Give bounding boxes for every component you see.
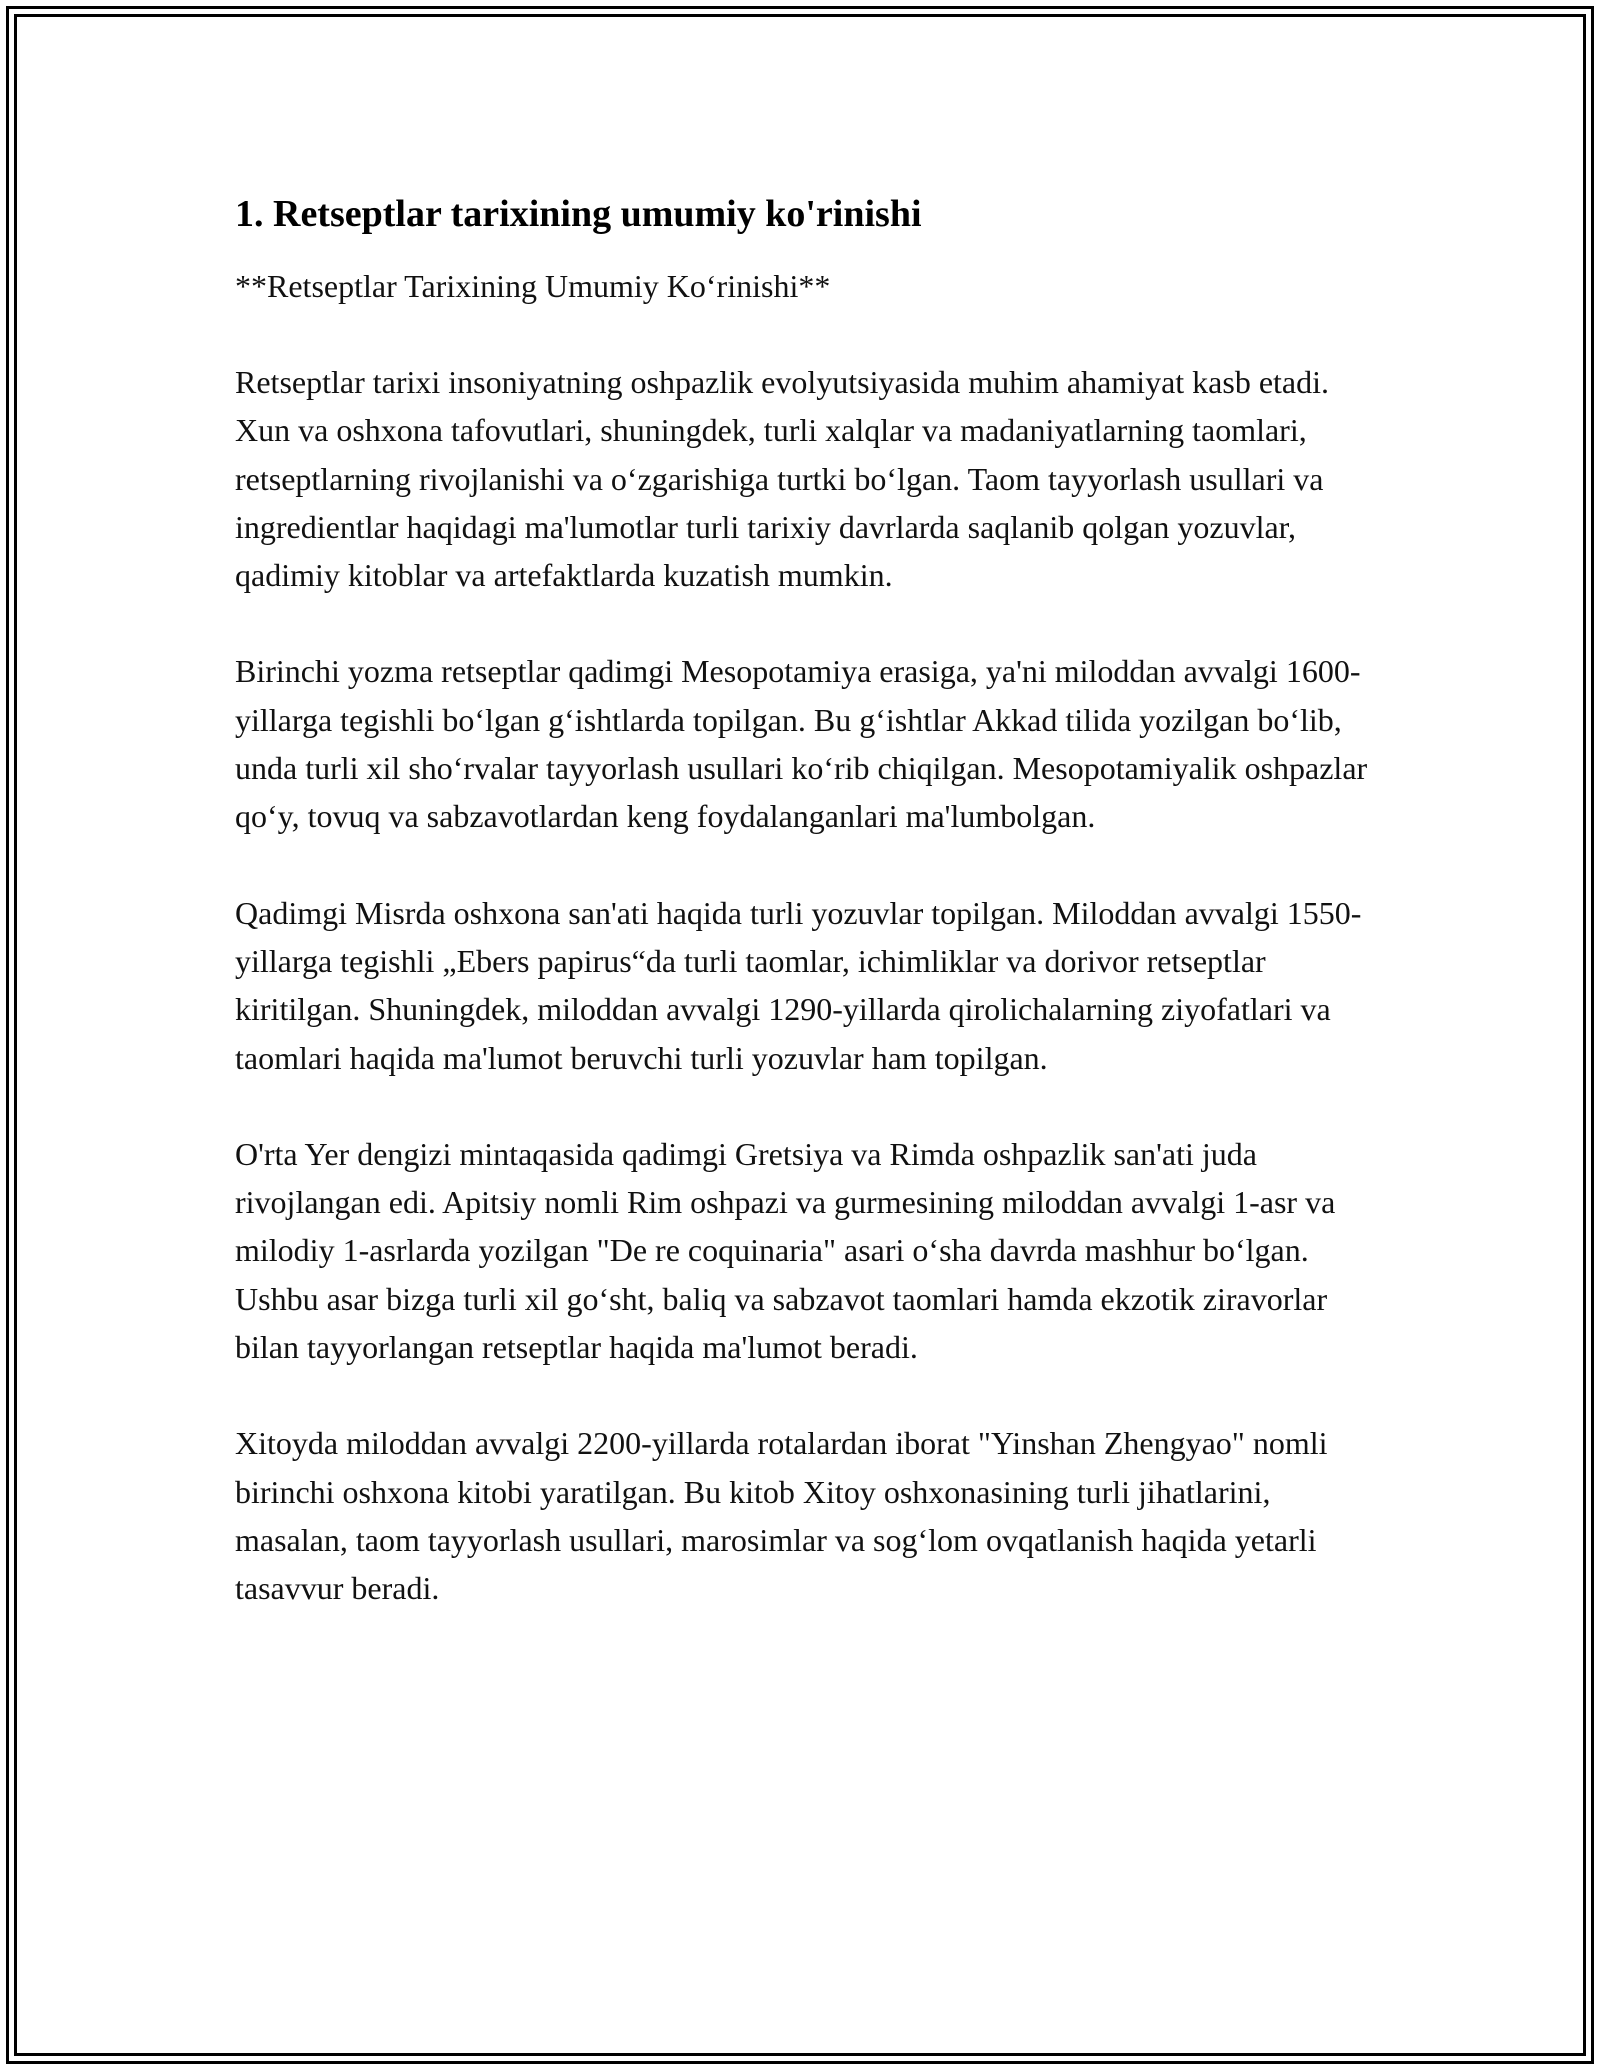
paragraph-egypt: Qadimgi Misrda oshxona san'ati haqida turli yozuvlar topilgan. Miloddan avvalgi 1550-yillarga tegishli „Ebers papirus“da turli taomlar, ichimliklar va dorivor retseptlar kiritilgan. Shuningdek, miloddan avvalgi 1290-yillarda qirolichalarning ziyofatlari va taomlari haqida ma'lumot beruvchi turli yozuvlar ham topilgan. <box>235 894 1362 1076</box>
section-subtitle: **Retseptlar Tarixining Umumiy Koʻrinishi** <box>235 268 831 304</box>
section-heading: 1. Retseptlar tarixining umumiy ko'rinishi <box>235 193 922 235</box>
paragraph-intro: Retseptlar tarixi insoniyatning oshpazlik evolyutsiyasida muhim ahamiyat kasb etadi. Xun va oshxona tafovutlari, shuningdek, turli xalqlar va madaniyatlarning taomlari, retseptlarning rivojlanishi va oʻzgarishiga turtki boʻlgan. Taom tayyorlash usullari va ingredientlar haqidagi ma'lumotlar turli tarixiy davrlarda saqlanib qolgan yozuvlar, qadimiy kitoblar va artefaktlarda kuzatish mumkin. <box>235 364 1329 594</box>
paragraph-china: Xitoyda miloddan avvalgi 2200-yillarda rotalardan iborat "Yinshan Zhengyao" nomli birinchi oshxona kitobi yaratilgan. Bu kitob Xitoy oshxonasining turli jihatlarini, masalan, taom tayyorlash usullari, marosimlar va sogʻlom ovqatlanish haqida yetarli tasavvur beradi. <box>235 1425 1328 1607</box>
paragraph-mesopotamia: Birinchi yozma retseptlar qadimgi Mesopotamiya erasiga, ya'ni miloddan avvalgi 1600-yillarga tegishli boʻlgan gʻishtlarda topilgan. Bu gʻishtlar Akkad tilida yozilgan boʻlib, unda turli xil shoʻrvalar tayyorlash usullari koʻrib chiqilgan. Mesopotamiyalik oshpazlar qoʻy, tovuq va sabzavotlardan keng foydalanganlari ma'lumbolgan. <box>235 653 1368 835</box>
document-body <box>235 186 1375 1661</box>
paragraph-greece-rome: O'rta Yer dengizi mintaqasida qadimgi Gretsiya va Rimda oshpazlik san'ati juda rivojlangan edi. Apitsiy nomli Rim oshpazi va gurmesining miloddan avvalgi 1-asr va milodiy 1-asrlarda yozilgan "De re coquinaria" asari oʻsha davrda mashhur boʻlgan. Ushbu asar bizga turli xil goʻsht, baliq va sabzavot taomlari hamda ekzotik ziravorlar bilan tayyorlangan retseptlar haqida ma'lumot beradi. <box>235 1135 1336 1366</box>
